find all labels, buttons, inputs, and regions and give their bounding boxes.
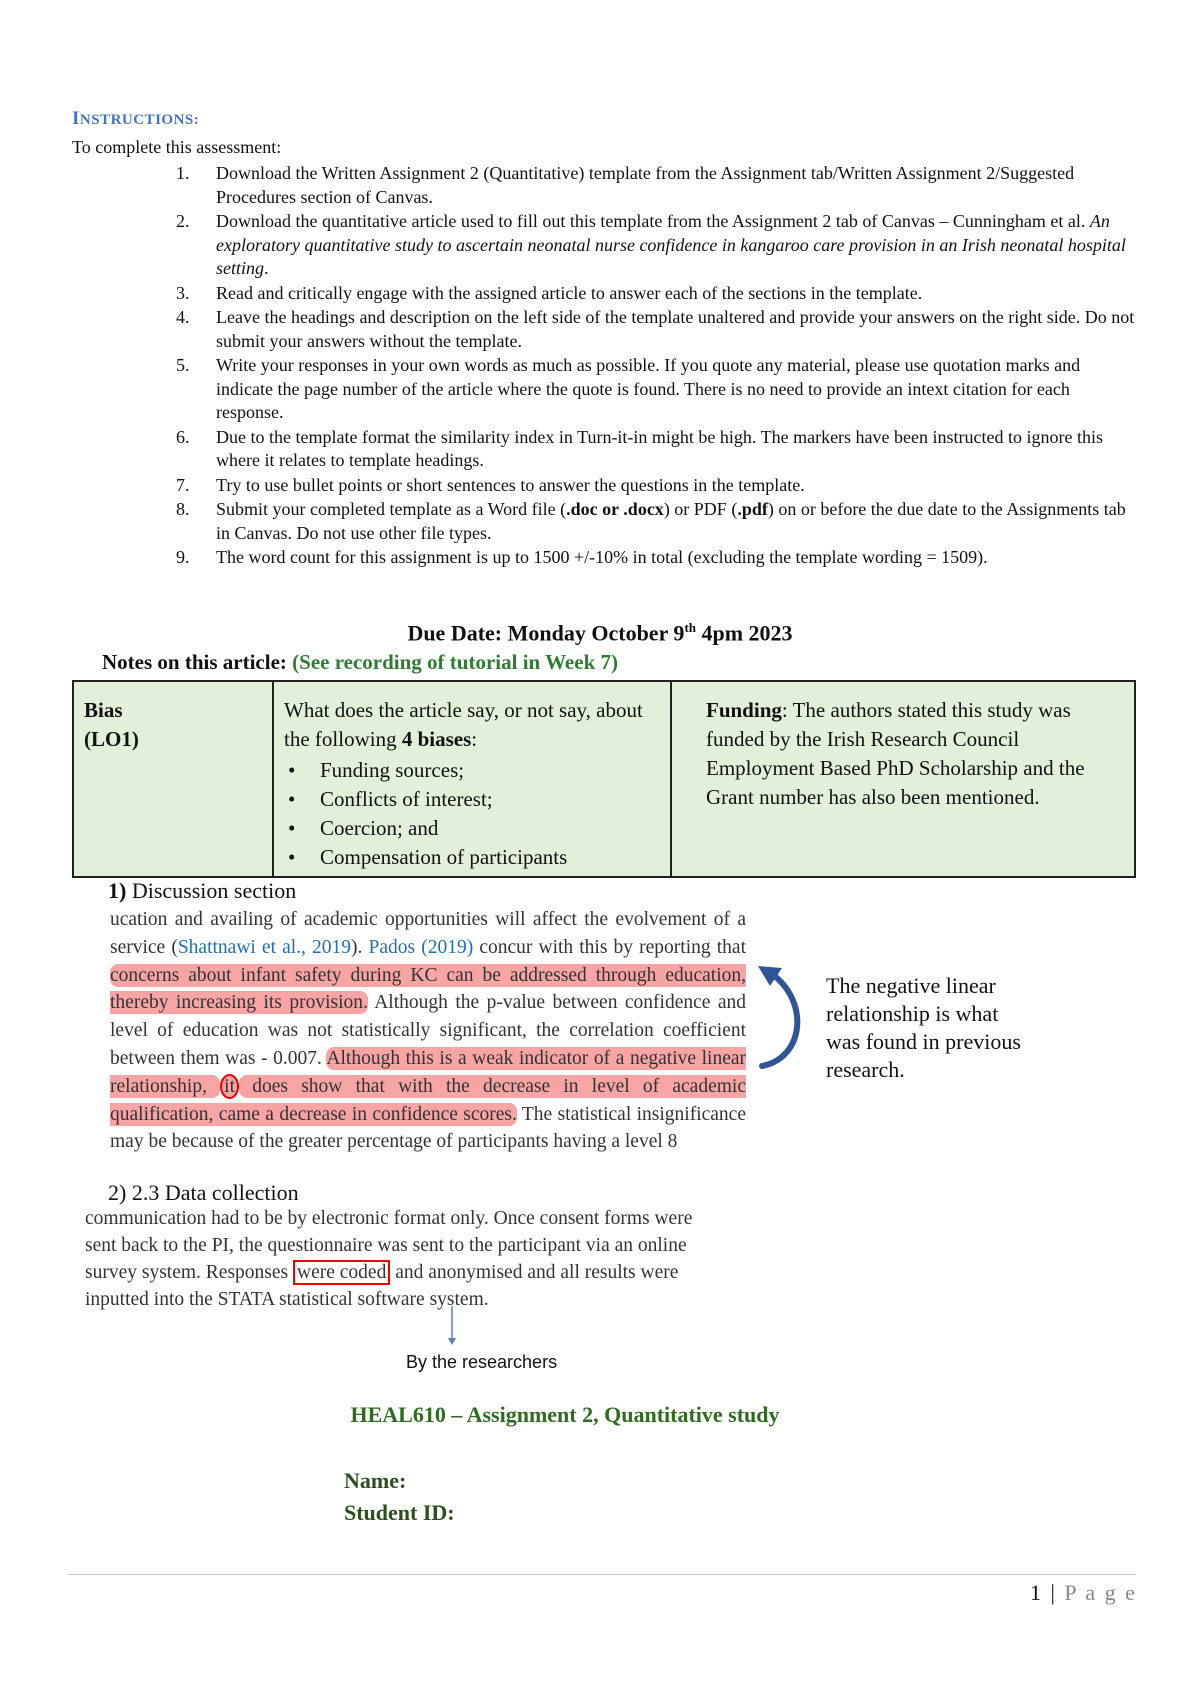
bias-list-item: • Conflicts of interest; (284, 785, 660, 814)
page-footer: 1 | P a g e (1030, 1580, 1137, 1605)
student-id-label: Student ID: (344, 1500, 455, 1525)
bias-answer-cell: Funding: The authors stated this study was funded by the Irish Research Council Employment Based PhD Scholarship and the Grant number has also been mentioned. (671, 681, 1135, 877)
bias-list-item: • Compensation of participants (284, 843, 660, 872)
highlight: Although this is a weak indicator of a negative linear relationship, (110, 1047, 746, 1097)
excerpt2-annotation: By the researchers (406, 1352, 558, 1372)
bias-list (284, 756, 660, 872)
notes-heading: Notes on this article: (See recording of tutorial in Week 7) (102, 650, 618, 674)
instruction-item: 9. The word count for this assignment is up to 1500 +/-10% in total (excluding the template wording = 1509). (176, 547, 988, 567)
curved-arrow-icon (752, 962, 812, 1080)
bias-list-item: • Funding sources; (284, 756, 660, 785)
bias-list-item: • Coercion; and (284, 814, 660, 843)
instruction-item: 2. Download the quantitative article used to fill out this template from the Assignment 2 tab of Canvas – Cunningham et al. An exploratory quantitative study to ascertain neonatal nurse confidence in kangaroo care provision in an Irish neonatal hospital setting. (176, 211, 1126, 278)
excerpt2-label: 2) 2.3 Data collection (108, 1180, 299, 1205)
discussion-excerpt-image: ucation and availing of academic opportunities will affect the evolvement of a service (Shattnawi et al., 2019). Pados (2019) concur with this by reporting that concerns about infant safety during KC can be addressed through education, thereby increasing its provision. Although the p-value between confidence and level of education was not statistically significant, the correlation coefficient between them was - 0.007. Although this is a weak indicator of a negative linear relationship, it does show that with the decrease in level of academic qualification, came a decrease in confidence scores. The statistical insignificance may be because of the greater percentage of participants having a level 8 (110, 909, 746, 1153)
bias-table (72, 680, 1136, 878)
highlight: does show that with the decrease in level of academic qualification, came a decrease in confidence scores. (110, 1075, 746, 1125)
instruction-item: 3. Read and critically engage with the assigned article to answer each of the sections in the template. (176, 282, 923, 303)
highlight: concerns about infant safety during KC can be addressed through education, thereby increasing its provision. (110, 964, 746, 1014)
instruction-item: 1. Download the Written Assignment 2 (Quantitative) template from the Assignment tab/Written Assignment 2/Suggested Procedures section of Canvas. (176, 163, 1075, 207)
excerpt1-annotation: The negative linear relationship is what was found in previous research. (826, 973, 1021, 1082)
course-title: HEAL610 – Assignment 2, Quantitative study (350, 1402, 780, 1427)
instructions-heading: INSTRUCTIONS: (72, 108, 200, 129)
instruction-item: 5. Write your responses in your own words as much as possible. If you quote any material, please use quotation marks and indicate the page number of the article where the quote is found. There is no need to provide an intext citation for each response. (176, 355, 1081, 422)
footer-divider (68, 1574, 1136, 1575)
instruction-item: 7. Try to use bullet points or short sentences to answer the questions in the template. (176, 474, 805, 495)
instruction-item: 8. Submit your completed template as a Word file (.doc or .docx) or PDF (.pdf) on or before the due date to the Assignments tab in Canvas. Do not use other file types. (176, 499, 1126, 543)
bias-heading-cell: Bias (LO1) (73, 681, 273, 877)
due-date: Due Date: Monday October 9th 4pm 2023 (407, 620, 793, 646)
circled-word: it (220, 1074, 239, 1099)
name-label: Name: (344, 1468, 407, 1493)
instruction-item: 6. Due to the template format the similarity index in Turn-it-in might be high. The markers have been instructed to ignore this where it relates to template headings. (176, 426, 1103, 470)
tutorial-recording-note: (See recording of tutorial in Week 7) (292, 650, 618, 674)
boxed-phrase: were coded (293, 1260, 390, 1285)
instructions-intro: To complete this assessment: (72, 137, 282, 157)
data-collection-excerpt-image: communication had to be by electronic format only. Once consent forms were sent back to the PI, the questionnaire was sent to the participant via an online survey system. Responses were coded and anonymised and all results were inputted into the STATA statistical software system. (85, 1208, 693, 1310)
excerpt1-label: 1) Discussion section (108, 878, 297, 903)
down-arrow-icon (446, 1306, 458, 1346)
instructions-list (176, 162, 1136, 571)
bias-description-cell: What does the article say, or not say, about the following 4 biases: • Funding sources; • Conflicts of interest; • Coercion; and • Compensation of participants (273, 681, 671, 877)
instruction-item: 4. Leave the headings and description on the left side of the template unaltered and provide your answers on the right side. Do not submit your answers without the template. (176, 307, 1135, 351)
